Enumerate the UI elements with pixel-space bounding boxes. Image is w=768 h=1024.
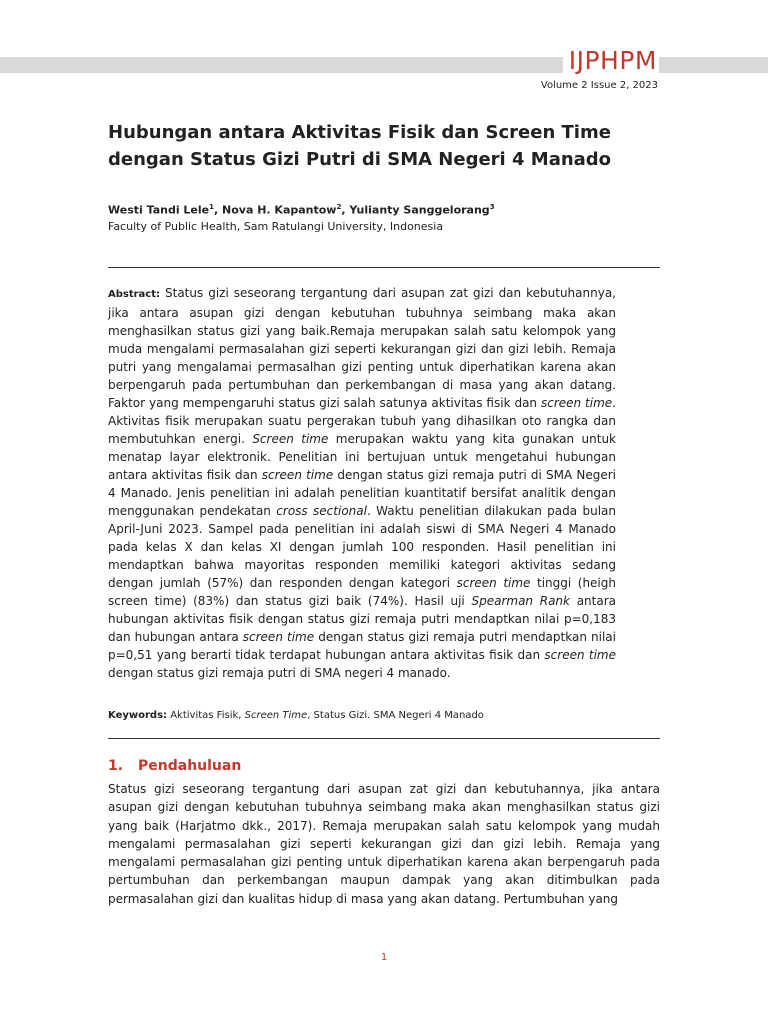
volume-info: Volume 2 Issue 2, 2023 [540, 80, 658, 91]
abstract-italic: screen time [261, 468, 334, 482]
page-number: 1 [380, 952, 388, 963]
author-affiliation-mark: 2 [336, 203, 342, 211]
section-title-text: Pendahuluan [138, 758, 242, 774]
abstract-text: dengan status gizi remaja putri mendaptkan nilai p=0,51 yang berarti tidak terdapat hubungan antara aktivitas fisik dan [108, 630, 616, 662]
abstract-text: tinggi (heigh screen time) (83%) dan status gizi baik (74%). Hasil uji [108, 576, 616, 608]
abstract-text: . Aktivitas fisik merupakan suatu pergerakan tubuh yang dihasilkan oto rangka dan membutuhkan energi. [108, 396, 616, 446]
divider-bottom [108, 738, 660, 739]
keywords-text: , Status Gizi. SMA Negeri 4 Manado [307, 710, 484, 721]
author-list: Westi Tandi Lele$^1$, Nova H. Kapantow$^2$, Yulianty Sanggelorang$^3$ [108, 203, 495, 217]
keywords [108, 710, 484, 721]
abstract-italic: screen time [544, 648, 616, 662]
paper-title: Hubungan antara Aktivitas Fisik dan Screen Time dengan Status Gizi Putri di SMA Negeri 4 Manado [108, 122, 612, 170]
author-affiliation-mark: 1 [209, 203, 214, 211]
keywords-italic: Screen Time [244, 710, 308, 721]
journal-logo: IJPHPM [563, 45, 659, 77]
abstract-italic: Spearman Rank [471, 594, 570, 608]
divider-top [108, 267, 660, 268]
abstract-italic: screen time [456, 576, 531, 590]
author-name: Nova H. Kapantow [222, 203, 337, 217]
abstract-text: dengan status gizi remaja putri di SMA Negeri 4 Manado. Jenis penelitian ini adalah penelitian kuantitatif bersifat analitik dengan menggunakan pendekatan [108, 468, 616, 518]
section-heading [108, 758, 241, 774]
abstract [108, 284, 616, 682]
abstract-label: Abstract: [108, 289, 161, 300]
abstract-italic: cross sectional [276, 504, 367, 518]
abstract-text: merupakan waktu yang kita gunakan untuk menatap layar elektronik. Penelitian ini bertujuan untuk mengetahui hubungan antara aktivitas fisik dan [108, 432, 616, 482]
abstract-text: antara hubungan aktivitas fisik dengan status gizi remaja putri mendaptkan nilai p=0,183 dan hubungan antara [108, 594, 616, 644]
author-affiliation-mark: 3 [489, 203, 495, 211]
keywords-label: Keywords: [108, 710, 168, 721]
author-name: Westi Tandi Lele [108, 203, 210, 217]
abstract-text: . Waktu penelitian dilakukan pada bulan April-Juni 2023. Sampel pada penelitian ini adalah siswi di SMA Negeri 4 Manado pada kelas X dan kelas XI dengan jumlah 100 responden. Hasil penelitian ini mendaptkan bahwa mayoritas responden memiliki kategori aktivitas sedang dengan jumlah (57%) dan responden dengan kategori [108, 504, 617, 590]
section-body: Status gizi seseorang tergantung dari asupan zat gizi dan kebutuhannya, jika antara asupan gizi dengan kebutuhan tubuhnya seimbang maka akan menghasilkan status gizi yang baik (Harjatmo dkk., 2017). Remaja merupakan salah satu kelompok yang mudah mengalami permasalahan gizi seperti kekurangan gizi dan gizi lebih. Remaja yang mengalami permasalahan gizi penting untuk diperhatikan karena akan berpengaruh pada pertumbuhan dan perkembangan maupun dampak yang akan ditimbulkan pada permasalahan gizi dan kualitas hidup di masa yang akan datang. Pertumbuhan yang [108, 782, 660, 906]
author-name: Yulianty Sanggelorang [349, 203, 490, 217]
abstract-italic: screen time [540, 396, 613, 410]
section-number: 1. [108, 758, 124, 774]
abstract-text: Status gizi seseorang tergantung dari asupan zat gizi dan kebutuhannya, jika antara asupan gizi dengan kebutuhan tubuhnya seimbang maka akan menghasilkan status gizi yang baik.Remaja merupakan salah satu kelompok yang muda mengalami permasalahan gizi seperti kekurangan gizi dan gizi lebih. Remaja putri yang mengalamai permasalhan gizi penting untuk diperhatikan karena akan berpengaruh pada pertumbuhan dan perkembangan di masa yang akan datang. Faktor yang mempengaruhi status gizi salah satunya aktivitas fisik dan [108, 286, 616, 410]
keywords-text: Aktivitas Fisik, [167, 710, 245, 721]
abstract-text: dengan status gizi remaja putri di SMA negeri 4 manado. [108, 666, 451, 680]
abstract-italic: screen time [242, 630, 315, 644]
abstract-italic: Screen time [252, 432, 329, 446]
affiliation: Faculty of Public Health, Sam Ratulangi University, Indonesia [108, 220, 444, 233]
